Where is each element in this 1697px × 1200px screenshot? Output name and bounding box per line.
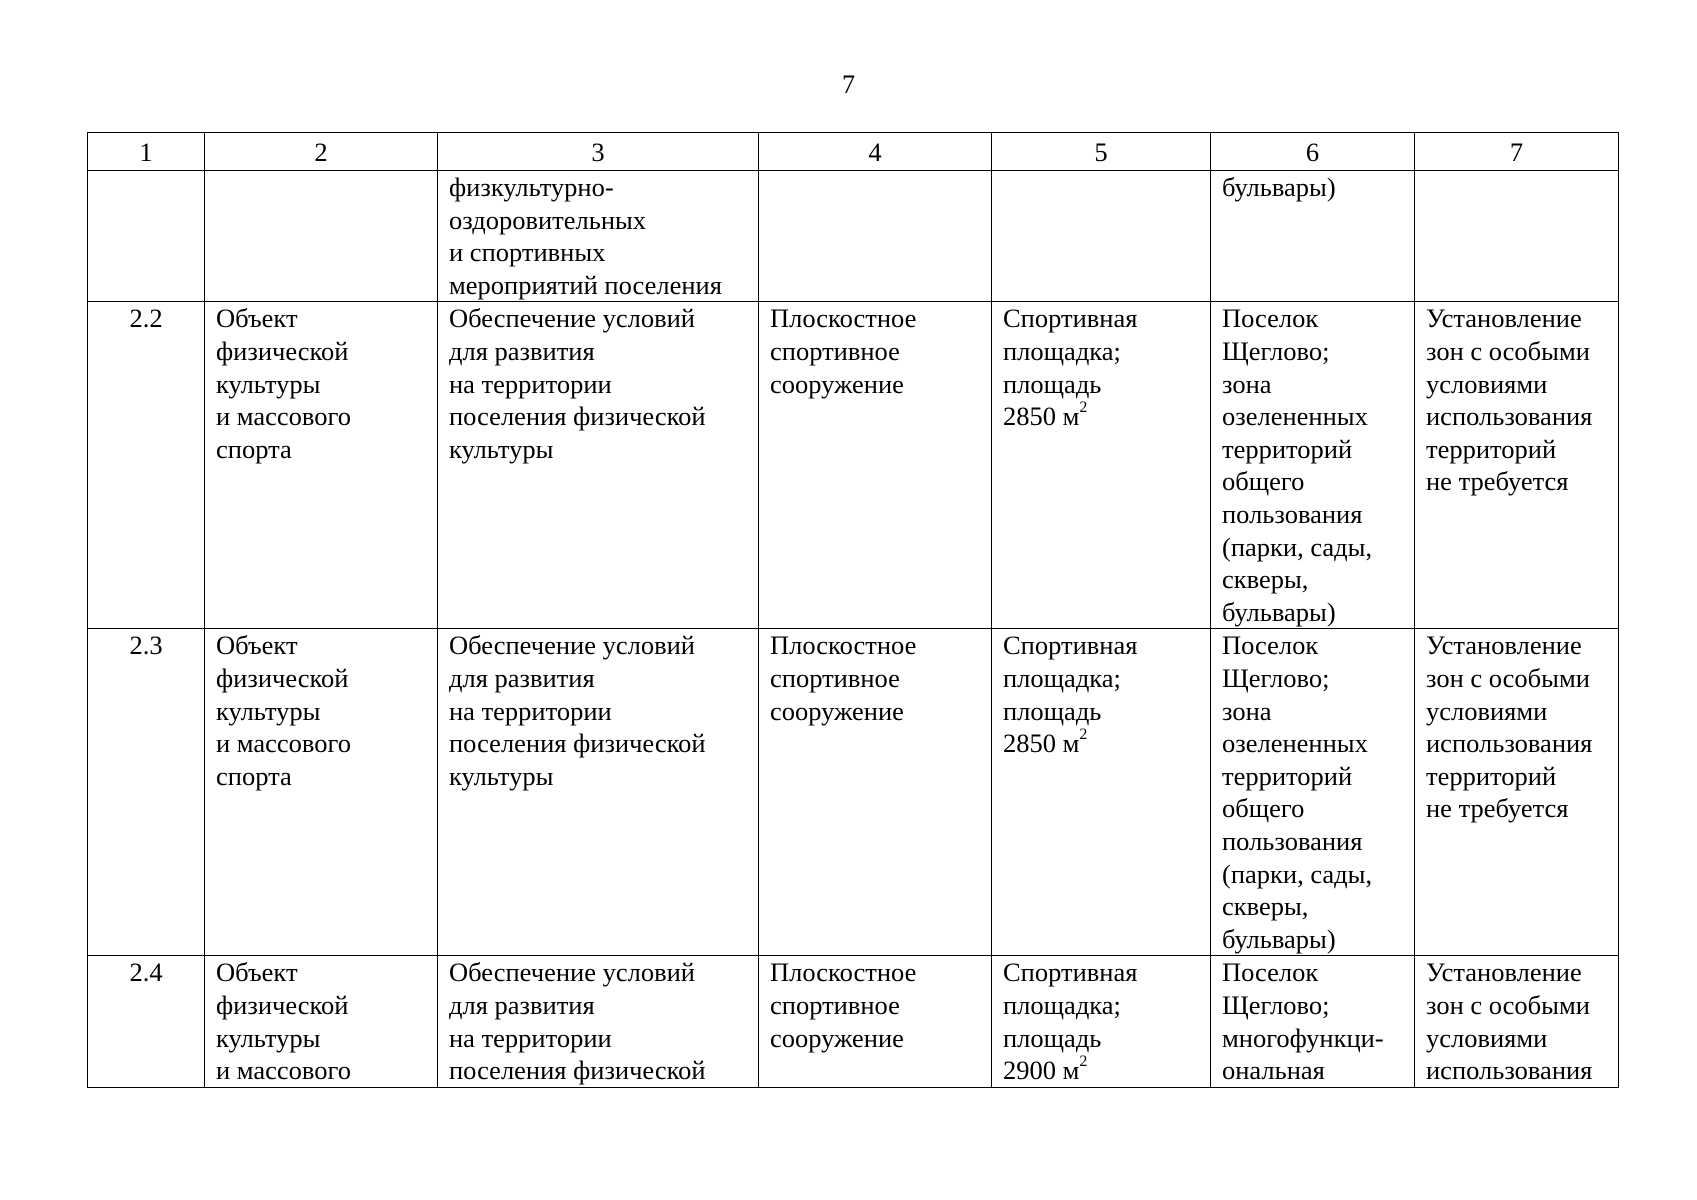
- page-number: 7: [842, 70, 855, 99]
- location-cell: Поселок Щеглово; зона озелененных территорий общего пользования (парки, сады, скверы, бульвары): [1211, 302, 1415, 629]
- table-row: [88, 302, 1619, 629]
- column-header: 2: [205, 133, 438, 171]
- table-row: [88, 171, 1619, 302]
- purpose-cell: Обеспечение условий для развития на территории поселения физической: [438, 956, 759, 1087]
- purpose-cell: Обеспечение условий для развития на территории поселения физической культуры: [438, 302, 759, 629]
- characteristics-cell: [992, 302, 1211, 629]
- characteristics-cell: [992, 629, 1211, 956]
- table-row: [88, 629, 1619, 956]
- row-number-cell: [88, 171, 205, 302]
- column-header: 5: [992, 133, 1211, 171]
- column-header: 3: [438, 133, 759, 171]
- zones-cell: Установление зон с особыми условиями использования: [1415, 956, 1619, 1087]
- object-name-cell: [205, 171, 438, 302]
- object-name-cell: Объект физической культуры и массового: [205, 956, 438, 1087]
- column-header: 7: [1415, 133, 1619, 171]
- column-header: 4: [759, 133, 992, 171]
- column-header: 6: [1211, 133, 1415, 171]
- row-number-cell: 2.4: [88, 956, 205, 1087]
- characteristics-text: Спортивная площадка; площадь 2850: [1003, 630, 1138, 759]
- table-row: [88, 956, 1619, 1087]
- purpose-cell: Обеспечение условий для развития на территории поселения физической культуры: [438, 629, 759, 956]
- zones-cell: [1415, 171, 1619, 302]
- characteristics-unit: м: [1062, 1055, 1080, 1086]
- table-header-row: [88, 133, 1619, 171]
- characteristics-cell: [992, 171, 1211, 302]
- object-type-cell: [759, 171, 992, 302]
- object-type-cell: Плоскостное спортивное сооружение: [759, 629, 992, 956]
- object-type-cell: Плоскостное спортивное сооружение: [759, 302, 992, 629]
- row-number-cell: 2.3: [88, 629, 205, 956]
- characteristics-unit: м: [1062, 728, 1080, 759]
- characteristics-unit: м: [1062, 401, 1080, 432]
- row-number-cell: 2.2: [88, 302, 205, 629]
- location-cell: Поселок Щеглово; зона озелененных территорий общего пользования (парки, сады, скверы, бульвары): [1211, 629, 1415, 956]
- column-header: 1: [88, 133, 205, 171]
- unit-superscript: 2: [1079, 726, 1088, 744]
- location-cell: бульвары): [1211, 171, 1415, 302]
- characteristics-text: Спортивная площадка; площадь 2900: [1003, 957, 1138, 1086]
- object-type-cell: Плоскостное спортивное сооружение: [759, 956, 992, 1087]
- purpose-cell: физкультурно- оздоровительных и спортивных мероприятий поселения: [438, 171, 759, 302]
- location-cell: Поселок Щеглово; многофункци- ональная: [1211, 956, 1415, 1087]
- unit-superscript: 2: [1079, 399, 1088, 417]
- objects-table: [87, 132, 1619, 1088]
- object-name-cell: Объект физической культуры и массового спорта: [205, 629, 438, 956]
- zones-cell: Установление зон с особыми условиями использования территорий не требуется: [1415, 629, 1619, 956]
- characteristics-text: Спортивная площадка; площадь 2850: [1003, 303, 1138, 432]
- object-name-cell: Объект физической культуры и массового спорта: [205, 302, 438, 629]
- zones-cell: Установление зон с особыми условиями использования территорий не требуется: [1415, 302, 1619, 629]
- characteristics-cell: [992, 956, 1211, 1087]
- unit-superscript: 2: [1079, 1053, 1088, 1071]
